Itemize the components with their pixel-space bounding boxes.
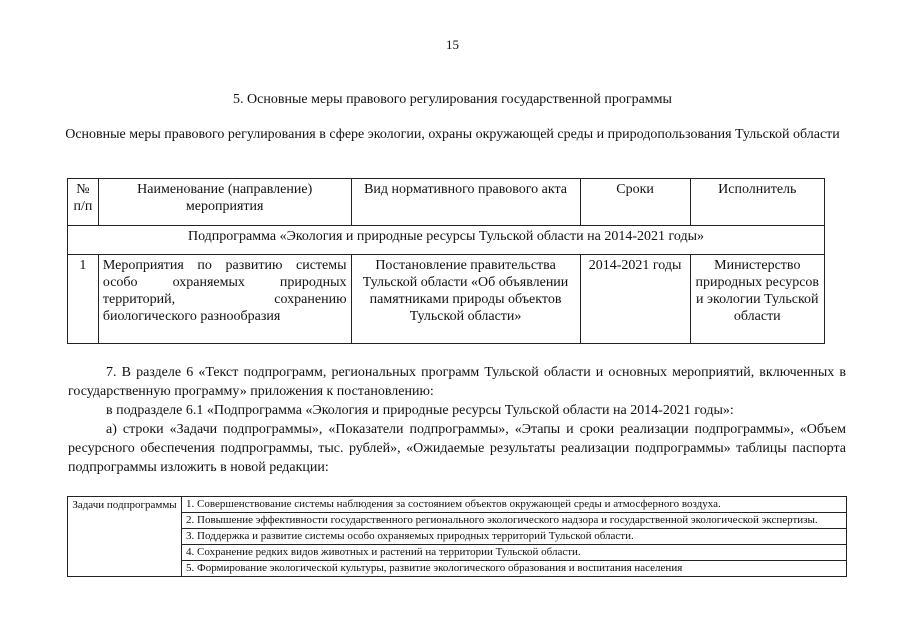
header-name: Наименование (направление) мероприятия [98,179,351,226]
page-number: 15 [446,37,459,52]
header-act: Вид нормативного правового акта [351,179,580,226]
table-header-row [68,179,825,226]
subprogram-title: Подпрограмма «Экология и природные ресурсы Тульской области на 2014-2021 годы» [68,226,825,255]
header-num: № п/п [68,179,99,226]
table-subtitle: Основные меры правового регулирования в сфере экологии, охраны окружающей среды и природопользования Тульской области [65,127,840,142]
paragraph-subsection: в подразделе 6.1 «Подпрограмма «Экология и природные ресурсы Тульской области на 2014-2021 годы»: [106,403,734,418]
subprogram-row [68,226,825,255]
row-name: Мероприятия по развитию системы особо охраняемых природных территорий, сохранению биологического разнообразия [98,255,351,344]
paragraph-7: 7. В разделе 6 «Текст подпрограмм, региональных программ Тульской области и основных мероприятий, включенных в государственную программу» приложения к постановлению: [68,365,846,399]
header-term: Сроки [580,179,690,226]
table-row [68,255,825,344]
row-executor: Министерство природных ресурсов и экологии Тульской области [690,255,824,344]
paragraph-a: а) строки «Задачи подпрограммы», «Показатели подпрограммы», «Этапы и сроки реализации подпрограммы», «Объем ресурсного обеспечения подпрограммы, тыс. рублей», «Ожидаемые результаты реализации подпрограммы» таблицы паспорта подпрограммы изложить в новой редакции: [68,422,846,475]
row-term: 2014-2021 годы [580,255,690,344]
passport-row [68,497,847,577]
body-text [68,363,846,477]
task-item: 5. Формирование экологической культуры, развитие экологического образования и воспитания населения [186,562,683,574]
section-title: 5. Основные меры правового регулирования государственной программы [233,92,672,107]
legal-measures-table [67,178,825,344]
passport-items [182,497,847,577]
task-item: 2. Повышение эффективности государственного регионального экологического надзора и государственной экологической экспертизы. [182,513,846,529]
header-executor: Исполнитель [690,179,824,226]
task-item: 4. Сохранение редких видов животных и растений на территории Тульской области. [182,545,846,561]
passport-table [67,496,847,577]
row-act: Постановление правительства Тульской области «Об объявлении памятниками природы объектов Тульской области» [351,255,580,344]
row-num: 1 [68,255,99,344]
passport-label: Задачи подпрограммы [68,497,182,577]
task-item: 1. Совершенствование системы наблюдения за состоянием объектов окружающей среды и атмосферного воздуха. [182,497,846,513]
task-item: 3. Поддержка и развитие системы особо охраняемых природных территорий Тульской области. [182,529,846,545]
